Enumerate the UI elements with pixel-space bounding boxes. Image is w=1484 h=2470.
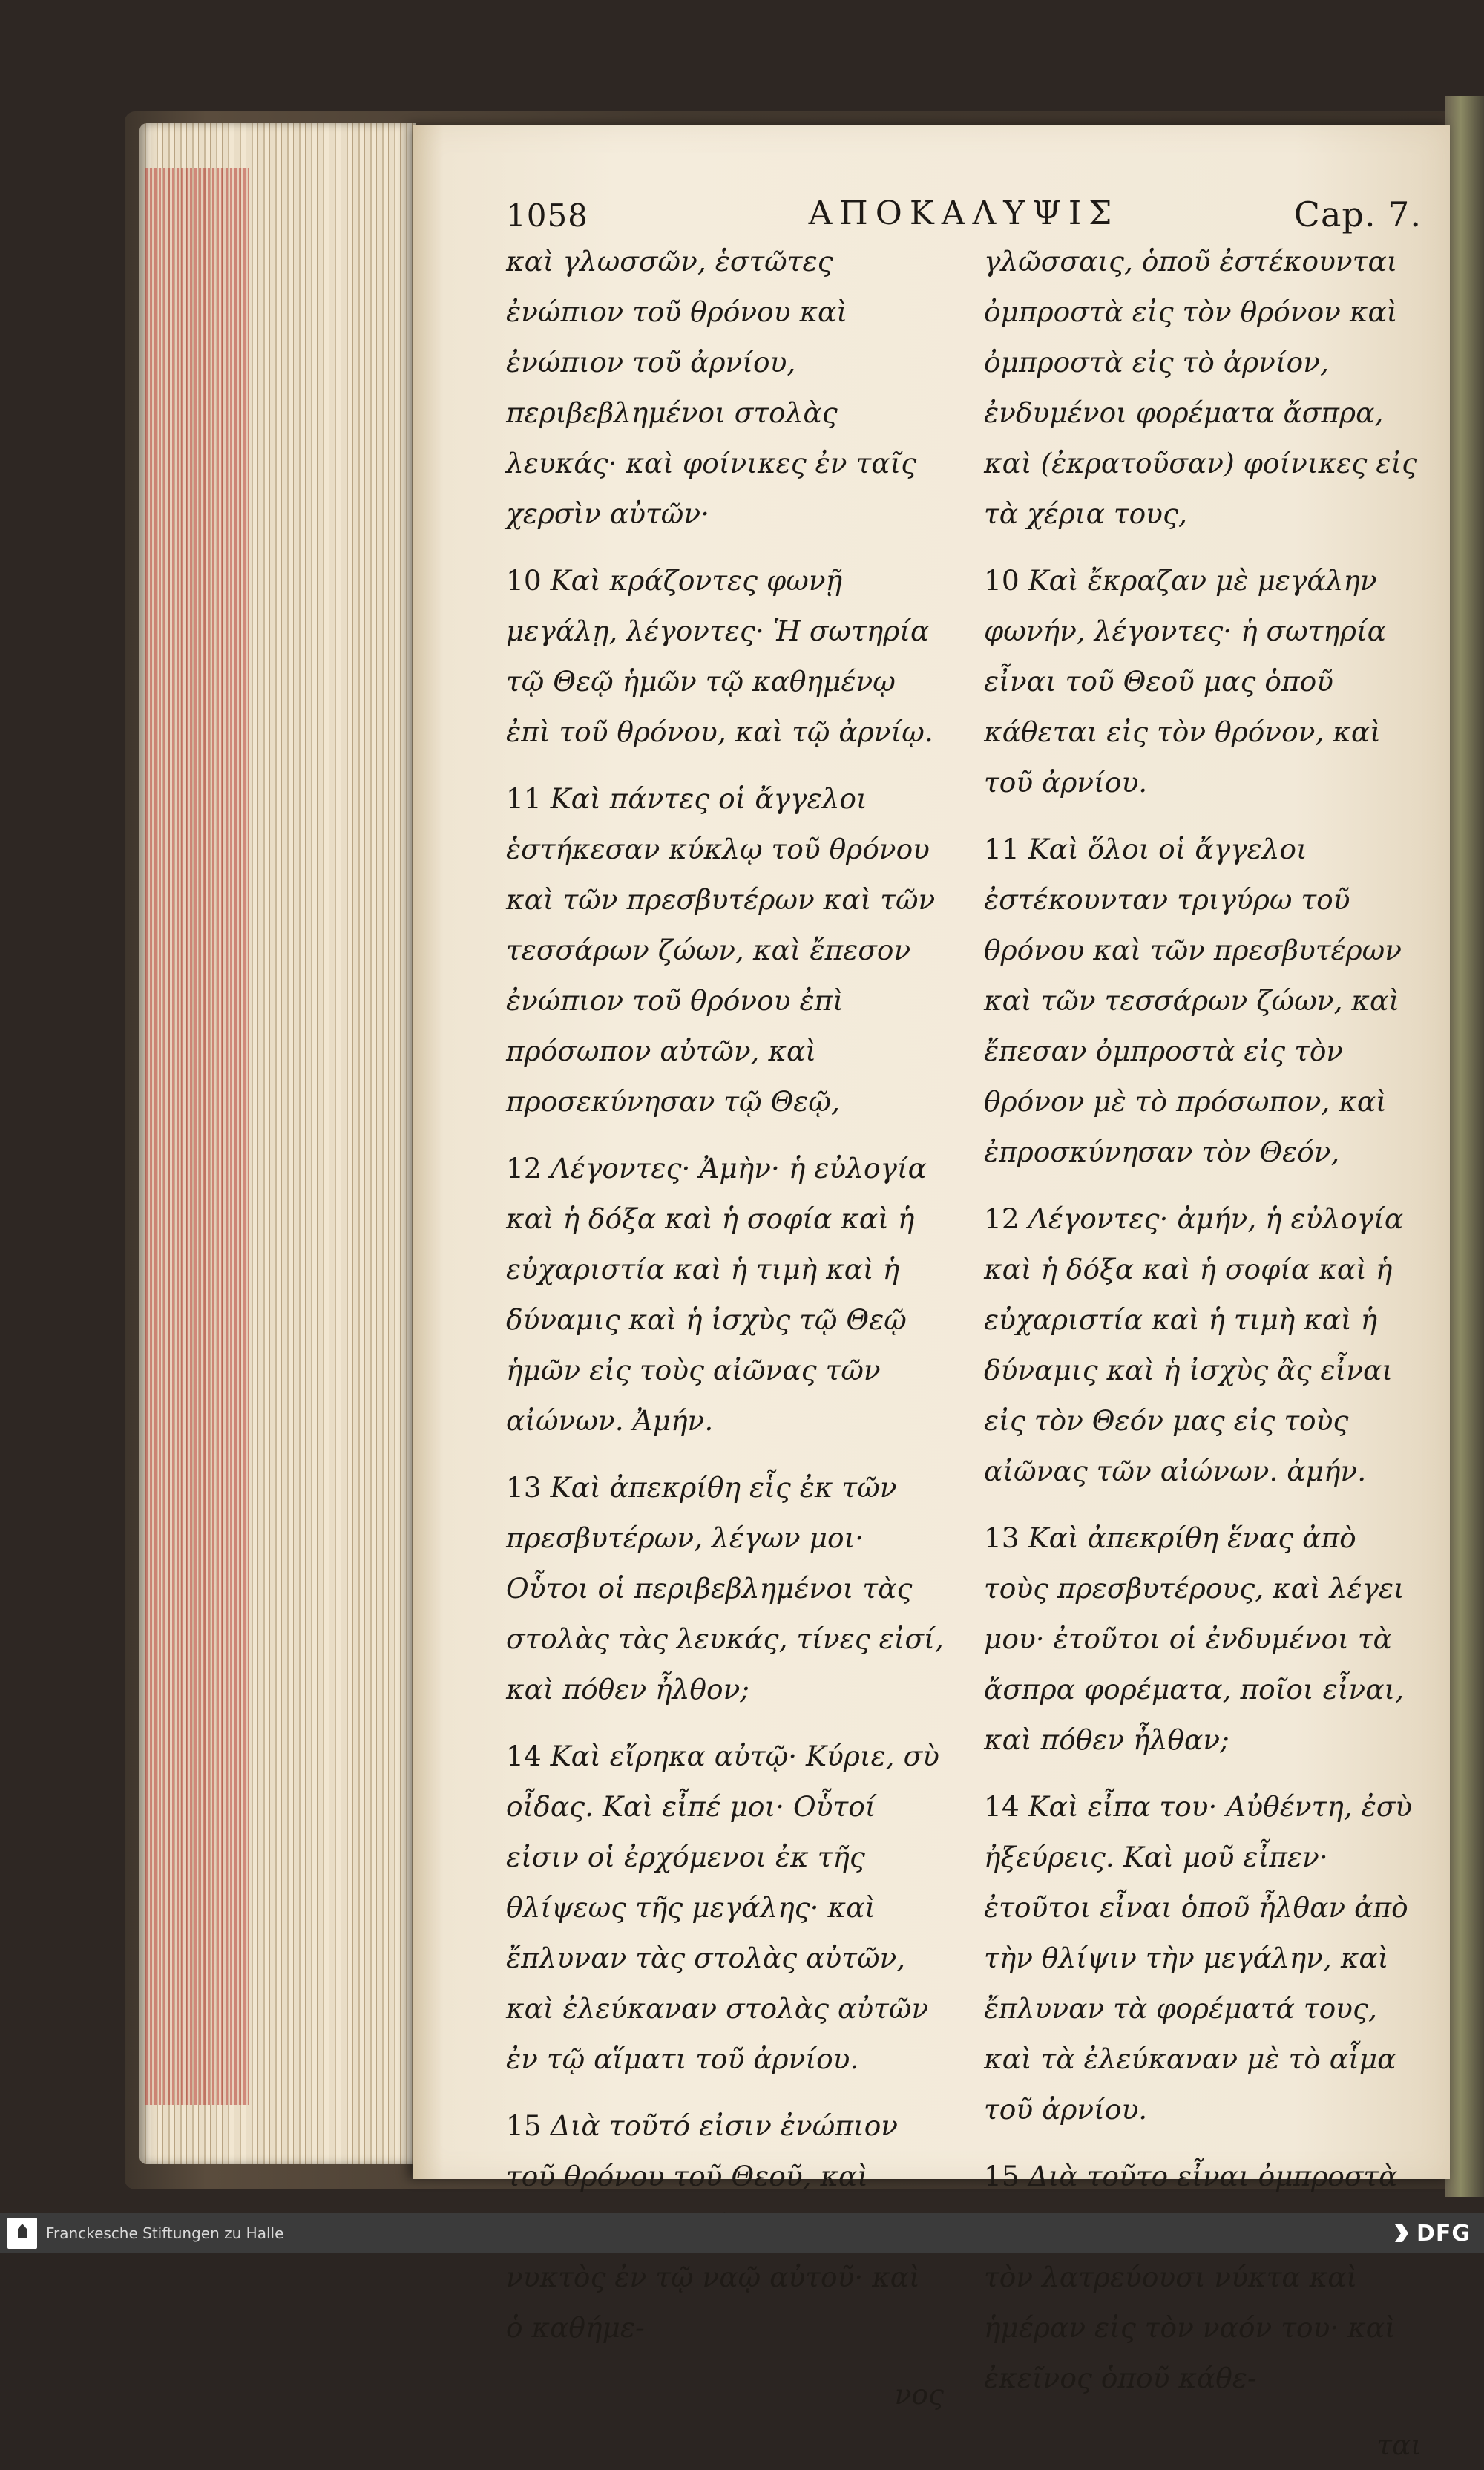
verse-number: 11 bbox=[506, 782, 542, 815]
verse-text: Λέγοντες· Ἀμὴν· ἡ εὐλογία καὶ ἡ δόξα καὶ ἡ σοφία καὶ ἡ εὐχαριστία καὶ ἡ τιμὴ καὶ ἡ δύναμις καὶ ἡ ἰσχὺς τῷ Θεῷ ἡμῶν εἰς τοὺς αἰῶνας τῶν αἰώνων. Ἀμήν. bbox=[506, 1152, 927, 1437]
verse-text: Καὶ ἀπεκρίθη ἕνας ἀπὸ τοὺς πρεσβυτέρους, καὶ λέγει μου· ἐτοῦτοι οἱ ἐνδυμένοι τὰ ἄσπρα φορέματα, ποῖοι εἶναι, καὶ πόθεν ἦλθαν; bbox=[984, 1521, 1405, 1756]
verse-number: 13 bbox=[984, 1521, 1020, 1554]
footer-bar bbox=[0, 2213, 1484, 2253]
verse bbox=[506, 555, 944, 757]
verse-number: 10 bbox=[984, 564, 1020, 597]
verse bbox=[984, 1513, 1422, 1765]
institution-name[interactable]: Franckesche Stiftungen zu Halle bbox=[46, 2224, 284, 2242]
verse bbox=[984, 2151, 1422, 2403]
continuation-text: καὶ γλωσσῶν, ἑστῶτες ἐνώπιον τοῦ θρόνου καὶ ἐνώπιον τοῦ ἀρνίου, περιβεβλημένοι στολὰς λευκάς· καὶ φοίνικες ἐν ταῖς χερσὶν αὐτῶν· bbox=[506, 245, 917, 530]
verse bbox=[506, 1731, 944, 2084]
page-edges bbox=[139, 123, 416, 2164]
dfg-label[interactable]: DFG bbox=[1416, 2221, 1471, 2247]
chapter-label: Cap. 7. bbox=[1293, 194, 1422, 235]
institution-logo-icon[interactable] bbox=[7, 2218, 37, 2249]
verse bbox=[984, 824, 1422, 1177]
continuation-text: γλῶσσαις, ὁποῦ ἐστέκουνται ὀμπροστὰ εἰς τὸν θρόνον καὶ ὀμπροστὰ εἰς τὸ ἀρνίον, ἐνδυμένοι φορέματα ἄσπρα, καὶ (ἐκρατοῦσαν) φοίνικες εἰς τὰ χέρια τους, bbox=[984, 245, 1418, 530]
verse-text: Διὰ τοῦτο εἶναι ὀμπροστὰ τὸν λατρεύουσι νύκτα καὶ ἡμέραν εἰς τὸν ναόν του· καὶ ἐκεῖνος ὁποῦ κάθε- bbox=[984, 2160, 1398, 2394]
verse-number: 12 bbox=[984, 1202, 1020, 1235]
verse-text: Καὶ κράζοντες φωνῇ μεγάλῃ, λέγοντες· Ἡ σωτηρία τῷ Θεῷ ἡμῶν τῷ καθημένῳ ἐπὶ τοῦ θρόνου, καὶ τῷ ἀρνίῳ. bbox=[506, 564, 933, 748]
verse-number: 13 bbox=[506, 1471, 542, 1504]
verse-number: 15 bbox=[506, 2109, 542, 2142]
catchword: νος bbox=[894, 2378, 944, 2411]
verse-text: Καὶ ἔκραζαν μὲ μεγάλην φωνήν, λέγοντες· ἡ σωτηρία εἶναι τοῦ Θεοῦ μας ὁποῦ κάθεται εἰς τὸν θρόνον, καὶ τοῦ ἀρνίου. bbox=[984, 564, 1386, 799]
verse-number: 12 bbox=[506, 1152, 542, 1185]
verse-number: 11 bbox=[984, 833, 1020, 865]
verse bbox=[506, 1462, 944, 1714]
verse-number: 14 bbox=[984, 1790, 1020, 1823]
book-title: ΑΠΟΚΑΛΥΨΙΣ bbox=[808, 194, 1120, 232]
verse-text: Καὶ πάντες οἱ ἄγγελοι ἑστήκεσαν κύκλῳ τοῦ θρόνου καὶ τῶν πρεσβυτέρων καὶ τῶν τεσσάρων ζώων, καὶ ἔπεσον ἐνώπιον τοῦ θρόνου ἐπὶ πρόσωπον αὐτῶν, καὶ προσεκύνησαν τῷ Θεῷ, bbox=[506, 782, 936, 1118]
verse bbox=[984, 1781, 1422, 2135]
verse-text: Λέγοντες· ἀμήν, ἡ εὐλογία καὶ ἡ δόξα καὶ ἡ σοφία καὶ ἡ εὐχαριστία καὶ ἡ τιμὴ καὶ ἡ δύναμις καὶ ἡ ἰσχὺς ἂς εἶναι εἰς τὸν Θεόν μας εἰς τοὺς αἰῶνας τῶν αἰώνων. ἀμήν. bbox=[984, 1202, 1404, 1487]
verse-text: Διὰ τοῦτό εἰσιν ἐνώπιον τοῦ θρόνου τοῦ Θεοῦ, καὶ νυκτὸς ἐν τῷ ναῷ αὐτοῦ· καὶ ὁ καθήμε- bbox=[506, 2109, 920, 2344]
verse bbox=[984, 1193, 1422, 1496]
right-column-modern-greek bbox=[984, 236, 1422, 2461]
verse bbox=[506, 773, 944, 1127]
page-number: 1058 bbox=[506, 197, 588, 234]
verse-number: 10 bbox=[506, 564, 542, 597]
verse-text: Καὶ εἶπα του· Αὐθέντη, ἐσὺ ἠξεύρεις. Καὶ μοῦ εἶπεν· ἐτοῦτοι εἶναι ὁποῦ ἦλθαν ἀπὸ τὴν θλίψιν τὴν μεγάλην, καὶ ἔπλυναν τὰ φορέματά τους, καὶ τὰ ἐλεύκαναν μὲ τὸ αἷμα τοῦ ἀρνίου. bbox=[984, 1790, 1413, 2126]
dfg-logo-icon bbox=[1393, 2223, 1410, 2244]
verse-number: 14 bbox=[506, 1740, 542, 1772]
catchword: ται bbox=[1376, 2428, 1422, 2461]
verse-number: 15 bbox=[984, 2160, 1020, 2192]
verse-text: Καὶ ὅλοι οἱ ἄγγελοι ἐστέκουνταν τριγύρω τοῦ θρόνου καὶ τῶν πρεσβυτέρων καὶ τῶν τεσσάρων ζώων, καὶ ἔπεσαν ὀμπροστὰ εἰς τὸν θρόνον μὲ τὸ πρόσωπον, καὶ ἐπροσκύνησαν τὸν Θεόν, bbox=[984, 833, 1402, 1168]
facing-page-edge bbox=[1445, 96, 1484, 2197]
verse-text: Καὶ εἴρηκα αὐτῷ· Κύριε, σὺ οἶδας. Καὶ εἶπέ μοι· Οὗτοί εἰσιν οἱ ἐρχόμενοι ἐκ τῆς θλίψεως τῆς μεγάλης· καὶ ἔπλυναν τὰς στολὰς αὐτῶν, καὶ ἐλεύκαναν στολὰς αὐτῶν ἐν τῷ αἵματι τοῦ ἀρνίου. bbox=[506, 1740, 939, 2075]
verse bbox=[984, 555, 1422, 808]
verse bbox=[506, 1143, 944, 1446]
left-column-ancient-greek bbox=[506, 236, 944, 2411]
verse-text: Καὶ ἀπεκρίθη εἷς ἐκ τῶν πρεσβυτέρων, λέγων μοι· Οὗτοι οἱ περιβεβλημένοι τὰς στολὰς τὰς λευκάς, τίνες εἰσί, καὶ πόθεν ἦλθον; bbox=[506, 1471, 944, 1706]
